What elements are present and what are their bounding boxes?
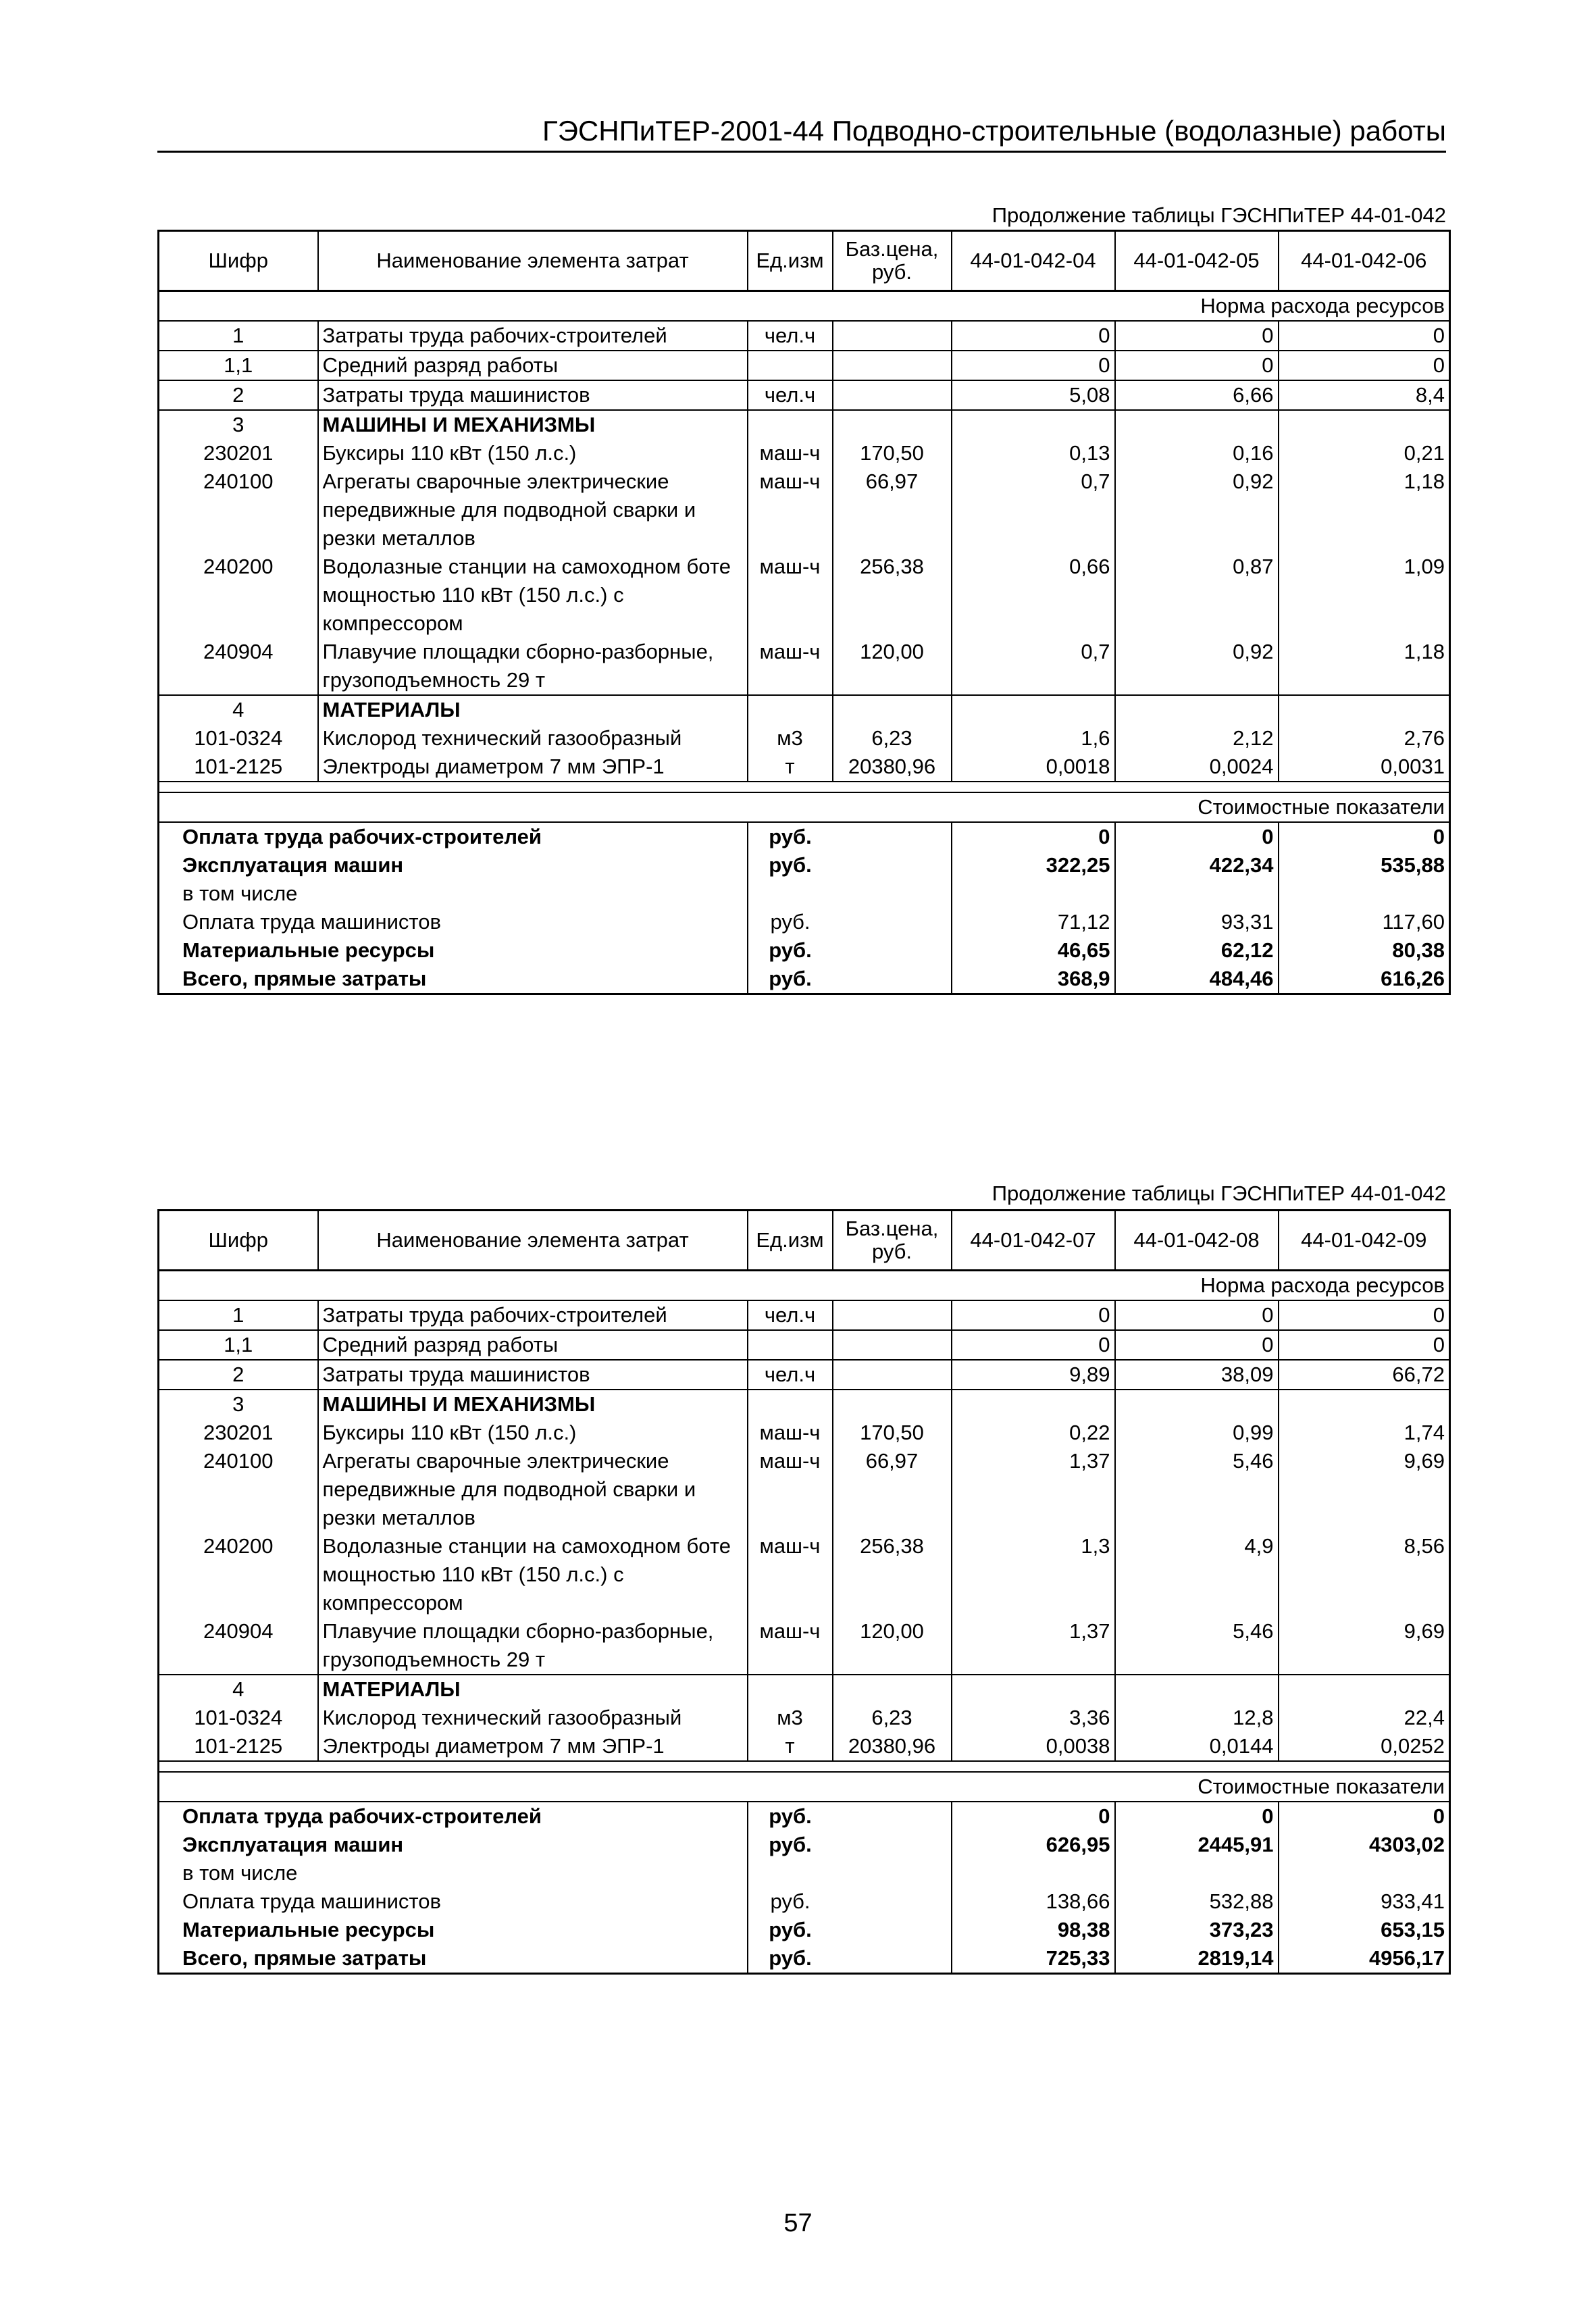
- row-name: Электроды диаметром 7 мм ЭПР-1: [318, 753, 748, 782]
- row-code: 4: [159, 1675, 318, 1704]
- norm-band-label: Норма расхода ресурсов: [159, 291, 1450, 322]
- cost-value: 93,31: [1115, 908, 1279, 936]
- table-row: [159, 1704, 1450, 1732]
- row-base-price: [833, 410, 952, 439]
- row-value: 0,22: [952, 1419, 1115, 1447]
- table-header-row: [159, 1211, 1450, 1271]
- cost-unit: руб.: [748, 1831, 833, 1859]
- row-unit: чел.ч: [748, 1360, 833, 1390]
- row-name: Водолазные станции на самоходном боте мощностью 110 кВт (150 л.с.) с компрессором: [318, 553, 748, 638]
- row-value: 0: [952, 1300, 1115, 1330]
- row-base-price: 170,50: [833, 439, 952, 467]
- cost-name: Всего, прямые затраты: [182, 967, 427, 990]
- cost-value: 484,46: [1115, 965, 1279, 994]
- price-header-line1: Баз.цена,: [845, 1217, 939, 1240]
- row-value: 0: [1279, 351, 1450, 380]
- cost-value: 532,88: [1115, 1887, 1279, 1916]
- column-header-code: Шифр: [159, 1211, 318, 1271]
- row-base-price: [833, 1300, 952, 1330]
- row-value: 0: [952, 1330, 1115, 1360]
- cost-value: 422,34: [1115, 851, 1279, 880]
- row-code: 240904: [203, 1619, 274, 1643]
- table-row: [159, 1447, 1450, 1532]
- cost-name: Всего, прямые затраты: [182, 1946, 427, 1970]
- row-name: Кислород технический газообразный: [318, 724, 748, 753]
- row-value: 22,4: [1404, 1706, 1445, 1729]
- cost-empty-price: [833, 936, 952, 965]
- table-row: [159, 439, 1450, 467]
- row-value: 0,16: [1115, 439, 1279, 467]
- section-row: [159, 1390, 1450, 1419]
- column-header-name: Наименование элемента затрат: [318, 231, 748, 291]
- row-value: 0,92: [1115, 467, 1279, 553]
- cost-value: 4303,02: [1368, 1833, 1445, 1856]
- cost-value: 138,66: [952, 1887, 1115, 1916]
- row-unit: т: [785, 1734, 795, 1758]
- row-code: 4: [159, 695, 318, 724]
- row-name: Затраты труда рабочих-строителей: [318, 1300, 748, 1330]
- cost-name: Материальные ресурсы: [182, 1918, 435, 1941]
- row-value: 0: [1115, 1300, 1279, 1330]
- cost-row: [159, 880, 1450, 908]
- row-name: Электроды диаметром 7 мм ЭПР-1: [318, 1732, 748, 1761]
- row-base-price: 256,38: [833, 553, 952, 638]
- cost-empty-price: [833, 880, 952, 908]
- row-base-price: [833, 380, 952, 410]
- cost-unit: руб.: [748, 965, 833, 994]
- row-unit: чел.ч: [764, 324, 816, 347]
- row-base-price: 120,00: [833, 1617, 952, 1675]
- row-unit: [748, 410, 833, 439]
- cost-value: 0: [1115, 1802, 1279, 1831]
- row-value: [1115, 410, 1279, 439]
- row-base-price: [833, 1330, 952, 1360]
- cost-name: Материальные ресурсы: [182, 938, 435, 962]
- column-header-price: [833, 1211, 952, 1271]
- row-value: 1,6: [952, 724, 1115, 753]
- spacer-cell: [159, 782, 1450, 792]
- row-code: 240904: [203, 640, 274, 663]
- cost-value: 4956,17: [1368, 1946, 1445, 1970]
- row-value: 38,09: [1115, 1360, 1279, 1390]
- row-code: 1: [232, 1303, 244, 1327]
- cost-empty-price: [833, 851, 952, 880]
- cost-empty-price: [833, 1916, 952, 1944]
- row-code: 1,1: [159, 351, 318, 380]
- row-value: 2,12: [1115, 724, 1279, 753]
- cost-value: 933,41: [1381, 1889, 1445, 1913]
- cost-value: 46,65: [952, 936, 1115, 965]
- row-unit: [748, 1330, 833, 1360]
- cost-row: [159, 1916, 1450, 1944]
- row-value: [1279, 410, 1450, 439]
- row-value: 0,0024: [1115, 753, 1279, 782]
- column-header-name: Наименование элемента затрат: [318, 1211, 748, 1271]
- cost-unit: руб.: [748, 851, 833, 880]
- row-base-price: 6,23: [833, 724, 952, 753]
- cost-value: 653,15: [1381, 1918, 1445, 1941]
- table-row: [159, 553, 1450, 638]
- cost-unit: руб.: [748, 1944, 833, 1974]
- row-name: Агрегаты сварочные электрические передвижные для подводной сварки и резки металлов: [318, 467, 748, 553]
- row-code: 2: [159, 380, 318, 410]
- row-name: МАТЕРИАЛЫ: [318, 1675, 748, 1704]
- row-base-price: 20380,96: [833, 1732, 952, 1761]
- column-header-rate-code: 44-01-042-09: [1279, 1211, 1450, 1271]
- cost-value: 62,12: [1115, 936, 1279, 965]
- section-row: [159, 410, 1450, 439]
- table-spacer-row: [159, 782, 1450, 792]
- row-base-price: 120,00: [833, 638, 952, 695]
- table-row: [159, 1360, 1450, 1390]
- estimate-table-2: [157, 1209, 1451, 1975]
- row-base-price: 20380,96: [833, 753, 952, 782]
- cost-row: [159, 1944, 1450, 1974]
- row-value: 0,99: [1115, 1419, 1279, 1447]
- row-base-price: 256,38: [833, 1532, 952, 1617]
- cost-name: Эксплуатация машин: [182, 853, 404, 877]
- row-code: 230201: [203, 441, 274, 465]
- row-code: 2: [159, 1360, 318, 1390]
- row-code: 240200: [203, 555, 274, 578]
- column-header-rate-code: 44-01-042-05: [1115, 231, 1279, 291]
- row-unit: маш-ч: [759, 1534, 821, 1558]
- cost-empty-price: [833, 1887, 952, 1916]
- table-row: [159, 1732, 1450, 1761]
- row-value: 3,36: [952, 1704, 1115, 1732]
- cost-row: [159, 1859, 1450, 1887]
- price-header-line2: руб.: [871, 1240, 912, 1263]
- cost-name: Оплата труда машинистов: [182, 910, 441, 934]
- table-row: [159, 380, 1450, 410]
- column-header-rate-code: 44-01-042-06: [1279, 231, 1450, 291]
- cost-unit: [748, 880, 833, 908]
- cost-band-label: Стоимостные показатели: [159, 792, 1450, 822]
- row-value: [1115, 695, 1279, 724]
- row-value: 0: [1115, 351, 1279, 380]
- row-name: Водолазные станции на самоходном боте мощностью 110 кВт (150 л.с.) с компрессором: [318, 1532, 748, 1617]
- row-value: 0,7: [952, 467, 1115, 553]
- cost-value: 0: [952, 822, 1115, 851]
- cost-value: [952, 1859, 1115, 1887]
- row-name: Затраты труда рабочих-строителей: [318, 321, 748, 351]
- row-value: [1279, 695, 1450, 724]
- table-row: [159, 1532, 1450, 1617]
- row-value: 0,0144: [1115, 1732, 1279, 1761]
- row-base-price: [833, 321, 952, 351]
- spacer-cell: [159, 1761, 1450, 1772]
- row-value: 2,76: [1404, 726, 1445, 750]
- column-header-rate-code: 44-01-042-07: [952, 1211, 1115, 1271]
- row-value: [952, 410, 1115, 439]
- row-value: 0,66: [952, 553, 1115, 638]
- cost-band-label: Стоимостные показатели: [159, 1772, 1450, 1802]
- row-value: [952, 1390, 1115, 1419]
- row-base-price: 66,97: [833, 467, 952, 553]
- cost-name: Оплата труда машинистов: [182, 1889, 441, 1913]
- norm-band-row: [159, 1271, 1450, 1301]
- row-name: Затраты труда машинистов: [318, 1360, 748, 1390]
- row-name: МАШИНЫ И МЕХАНИЗМЫ: [318, 410, 748, 439]
- row-base-price: [833, 1390, 952, 1419]
- row-code: 230201: [203, 1421, 274, 1444]
- cost-unit: [748, 1859, 833, 1887]
- row-value: 1,18: [1404, 640, 1445, 663]
- cost-empty-price: [833, 908, 952, 936]
- row-value: [952, 1675, 1115, 1704]
- row-unit: чел.ч: [764, 1303, 816, 1327]
- row-unit: маш-ч: [759, 1449, 821, 1473]
- row-base-price: [833, 351, 952, 380]
- row-value: 12,8: [1115, 1704, 1279, 1732]
- row-value: 1,09: [1404, 555, 1445, 578]
- row-value: 8,4: [1279, 380, 1450, 410]
- cost-band-row: [159, 1772, 1450, 1802]
- table-1-caption: Продолжение таблицы ГЭСНПиТЕР 44-01-042: [992, 203, 1446, 227]
- cost-row: [159, 936, 1450, 965]
- table-row: [159, 1300, 1450, 1330]
- price-header-line2: руб.: [871, 260, 912, 284]
- row-code: 240100: [203, 1449, 274, 1473]
- row-value: [1115, 1390, 1279, 1419]
- section-row: [159, 1675, 1450, 1704]
- row-value: [952, 695, 1115, 724]
- row-code: 240100: [203, 469, 274, 493]
- cost-row: [159, 1802, 1450, 1831]
- cost-empty-price: [833, 1802, 952, 1831]
- cost-empty-price: [833, 1831, 952, 1859]
- row-value: 0: [1115, 1330, 1279, 1360]
- table-row: [159, 1330, 1450, 1360]
- table-row: [159, 467, 1450, 553]
- column-header-unit: Ед.изм: [748, 231, 833, 291]
- row-name: Кислород технический газообразный: [318, 1704, 748, 1732]
- price-header-line1: Баз.цена,: [845, 237, 939, 261]
- table-row: [159, 638, 1450, 695]
- row-value: 9,69: [1404, 1619, 1445, 1643]
- cost-value: [1279, 1859, 1450, 1887]
- cost-row: [159, 908, 1450, 936]
- row-unit: м3: [777, 1706, 803, 1729]
- cost-name: Эксплуатация машин: [182, 1833, 404, 1856]
- row-name: Буксиры 110 кВт (150 л.с.): [318, 439, 748, 467]
- cost-value: 535,88: [1381, 853, 1445, 877]
- cost-unit: руб.: [748, 1916, 833, 1944]
- row-unit: [748, 351, 833, 380]
- row-value: 1,37: [952, 1447, 1115, 1532]
- row-value: 0,0252: [1381, 1734, 1445, 1758]
- table-row: [159, 724, 1450, 753]
- row-value: 0: [1279, 1330, 1450, 1360]
- row-unit: маш-ч: [759, 640, 821, 663]
- table-row: [159, 1617, 1450, 1675]
- row-code: 101-2125: [194, 1734, 283, 1758]
- cost-name: Оплата труда рабочих-строителей: [182, 1804, 542, 1828]
- cost-empty-price: [833, 965, 952, 994]
- cost-value: 98,38: [952, 1916, 1115, 1944]
- row-base-price: 66,97: [833, 1447, 952, 1532]
- page-number: 57: [783, 2209, 813, 2237]
- cost-row: [159, 965, 1450, 994]
- row-value: 5,46: [1115, 1447, 1279, 1532]
- row-value: 0,0038: [952, 1732, 1115, 1761]
- row-value: 1,74: [1404, 1421, 1445, 1444]
- row-base-price: [833, 695, 952, 724]
- cost-unit: руб.: [748, 908, 833, 936]
- row-value: 0,87: [1115, 553, 1279, 638]
- column-header-rate-code: 44-01-042-04: [952, 231, 1115, 291]
- section-row: [159, 695, 1450, 724]
- norm-band-label: Норма расхода ресурсов: [159, 1271, 1450, 1301]
- row-value: [1279, 1390, 1450, 1419]
- row-value: 4,9: [1115, 1532, 1279, 1617]
- row-value: [1279, 1675, 1450, 1704]
- row-base-price: [833, 1675, 952, 1704]
- row-code: 101-0324: [194, 1706, 283, 1729]
- row-name: Средний разряд работы: [318, 351, 748, 380]
- row-value: 0,0018: [952, 753, 1115, 782]
- row-unit: т: [785, 755, 795, 778]
- row-name: МАТЕРИАЛЫ: [318, 695, 748, 724]
- cost-value: 368,9: [952, 965, 1115, 994]
- cost-row: [159, 1887, 1450, 1916]
- row-value: 0: [1433, 1303, 1445, 1327]
- table-row: [159, 1419, 1450, 1447]
- row-value: 1,18: [1404, 469, 1445, 493]
- cost-row: [159, 822, 1450, 851]
- row-value: 0: [1115, 321, 1279, 351]
- row-value: 0,92: [1115, 638, 1279, 695]
- cost-value: 2445,91: [1115, 1831, 1279, 1859]
- cost-empty-price: [833, 1859, 952, 1887]
- cost-unit: руб.: [748, 1887, 833, 1916]
- cost-value: [1279, 880, 1450, 908]
- row-unit: [748, 1675, 833, 1704]
- row-name: Буксиры 110 кВт (150 л.с.): [318, 1419, 748, 1447]
- table-2-caption: Продолжение таблицы ГЭСНПиТЕР 44-01-042: [992, 1181, 1446, 1205]
- row-base-price: 6,23: [833, 1704, 952, 1732]
- row-value: 9,69: [1404, 1449, 1445, 1473]
- row-value: 1,3: [952, 1532, 1115, 1617]
- cost-unit: руб.: [748, 1802, 833, 1831]
- row-unit: чел.ч: [748, 380, 833, 410]
- cost-empty-price: [833, 822, 952, 851]
- table-header-row: [159, 231, 1450, 291]
- cost-value: 2819,14: [1115, 1944, 1279, 1974]
- cost-unit: руб.: [748, 822, 833, 851]
- row-unit: маш-ч: [759, 1619, 821, 1643]
- row-code: 101-2125: [194, 755, 283, 778]
- row-unit: маш-ч: [759, 1421, 821, 1444]
- cost-band-row: [159, 792, 1450, 822]
- row-name: Средний разряд работы: [318, 1330, 748, 1360]
- cost-value: 80,38: [1392, 938, 1445, 962]
- header-divider: [157, 151, 1446, 153]
- row-value: [1115, 1675, 1279, 1704]
- row-value: 0,7: [952, 638, 1115, 695]
- row-value: 1,37: [952, 1617, 1115, 1675]
- cost-row: [159, 851, 1450, 880]
- cost-value: 0: [1433, 1804, 1445, 1828]
- row-code: 240200: [203, 1534, 274, 1558]
- row-code: 3: [159, 1390, 318, 1419]
- cost-value: 0: [1433, 825, 1445, 848]
- cost-value: [1115, 1859, 1279, 1887]
- cost-empty-price: [833, 1944, 952, 1974]
- row-unit: маш-ч: [759, 469, 821, 493]
- row-code: 101-0324: [194, 726, 283, 750]
- row-value: 0,21: [1404, 441, 1445, 465]
- row-value: 8,56: [1404, 1534, 1445, 1558]
- row-unit: маш-ч: [759, 555, 821, 578]
- cost-value: 626,95: [952, 1831, 1115, 1859]
- column-header-unit: Ед.изм: [748, 1211, 833, 1271]
- cost-value: 0: [952, 1802, 1115, 1831]
- row-name: Плавучие площадки сборно-разборные, грузоподъемность 29 т: [318, 638, 748, 695]
- table-spacer-row: [159, 1761, 1450, 1772]
- column-header-price: [833, 231, 952, 291]
- cost-value: 616,26: [1381, 967, 1445, 990]
- norm-band-row: [159, 291, 1450, 322]
- row-value: 5,08: [952, 380, 1115, 410]
- row-unit: м3: [777, 726, 803, 750]
- cost-value: [952, 880, 1115, 908]
- row-code: 1: [232, 324, 244, 347]
- row-value: 0,13: [952, 439, 1115, 467]
- row-unit: маш-ч: [759, 441, 821, 465]
- cost-value: [1115, 880, 1279, 908]
- table-row: [159, 753, 1450, 782]
- cost-row: [159, 1831, 1450, 1859]
- row-value: 0: [1433, 324, 1445, 347]
- cost-value: 117,60: [1382, 910, 1445, 934]
- row-base-price: 170,50: [833, 1419, 952, 1447]
- cost-value: 322,25: [952, 851, 1115, 880]
- row-value: 6,66: [1115, 380, 1279, 410]
- row-name: Агрегаты сварочные электрические передвижные для подводной сварки и резки металлов: [318, 1447, 748, 1532]
- row-name: Затраты труда машинистов: [318, 380, 748, 410]
- row-value: 5,46: [1115, 1617, 1279, 1675]
- cost-value: 0: [1115, 822, 1279, 851]
- row-value: 0,0031: [1381, 755, 1445, 778]
- row-name: МАШИНЫ И МЕХАНИЗМЫ: [318, 1390, 748, 1419]
- cost-name: в том числе: [182, 882, 298, 905]
- column-header-code: Шифр: [159, 231, 318, 291]
- row-name: Плавучие площадки сборно-разборные, грузоподъемность 29 т: [318, 1617, 748, 1675]
- page-header-title: ГЭСНПиТЕР-2001-44 Подводно-строительные (водолазные) работы: [542, 115, 1446, 147]
- cost-value: 71,12: [952, 908, 1115, 936]
- row-value: 66,72: [1279, 1360, 1450, 1390]
- cost-name: в том числе: [182, 1861, 298, 1885]
- table-row: [159, 351, 1450, 380]
- cost-name: Оплата труда рабочих-строителей: [182, 825, 542, 848]
- table-row: [159, 321, 1450, 351]
- row-base-price: [833, 1360, 952, 1390]
- row-value: 0: [952, 351, 1115, 380]
- column-header-rate-code: 44-01-042-08: [1115, 1211, 1279, 1271]
- row-code: 3: [159, 410, 318, 439]
- row-code: 1,1: [159, 1330, 318, 1360]
- estimate-table-1: [157, 230, 1451, 995]
- row-unit: [748, 695, 833, 724]
- cost-unit: руб.: [748, 936, 833, 965]
- row-value: 9,89: [952, 1360, 1115, 1390]
- cost-value: 373,23: [1115, 1916, 1279, 1944]
- row-value: 0: [952, 321, 1115, 351]
- cost-value: 725,33: [952, 1944, 1115, 1974]
- row-unit: [748, 1390, 833, 1419]
